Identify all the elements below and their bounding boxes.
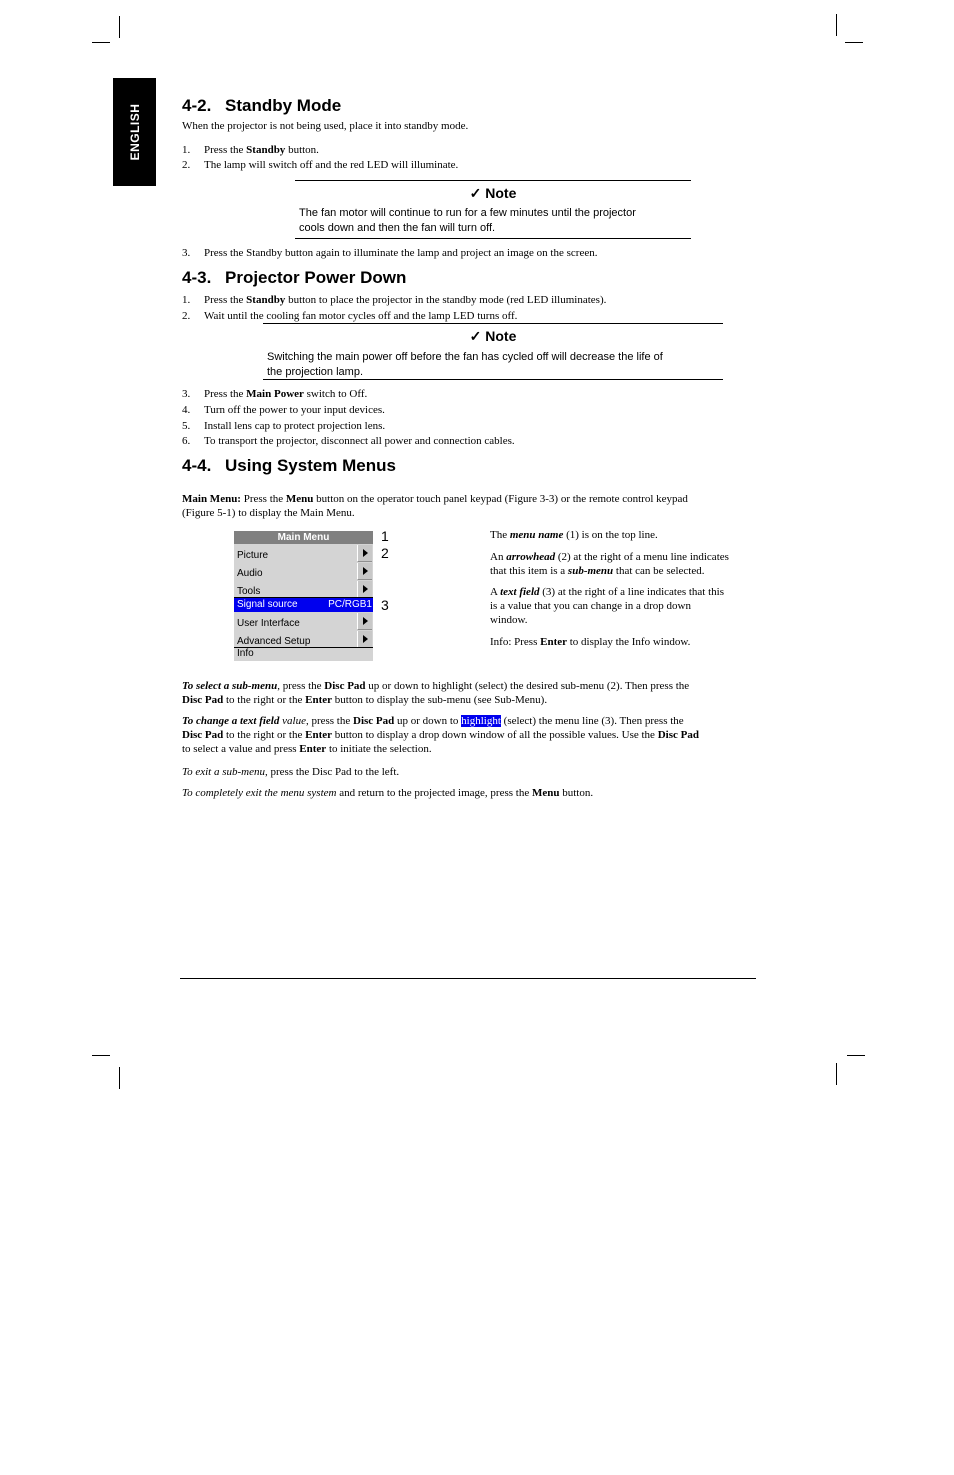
para-exit-submenu: To exit a sub-menu, press the Disc Pad to the left. bbox=[182, 766, 400, 778]
list-text: Press the Main Power switch to Off. bbox=[204, 388, 368, 400]
crop-mark bbox=[92, 1055, 110, 1056]
para-exit-menu-system: To completely exit the menu system and return to the projected image, press the Menu button. bbox=[182, 787, 594, 799]
note-text: Switching the main power off before the fan has cycled off will decrease the life of the projection lamp. bbox=[267, 351, 663, 378]
list-number: 3. bbox=[182, 388, 191, 400]
highlight-sample: highlight bbox=[461, 715, 501, 727]
note-text: The fan motor will continue to run for a few minutes until the projector cools down and then the fan will turn off. bbox=[299, 207, 636, 234]
list-text: Press the Standby button again to illuminate the lamp and project an image on the screen. bbox=[204, 247, 598, 259]
desc-arrowhead: An arrowhead (2) at the right of a menu line indicates that this item is a sub-menu that can be selected. bbox=[490, 551, 729, 577]
section-heading-4-3 bbox=[182, 268, 406, 288]
language-tab bbox=[113, 78, 156, 186]
list-number: 6. bbox=[182, 435, 191, 447]
note-title: ✓ Note bbox=[469, 328, 517, 344]
list-number: 2. bbox=[182, 310, 191, 322]
menu-item-label: Tools bbox=[237, 586, 261, 597]
desc-info: Info: Press Enter to display the Info window. bbox=[490, 636, 691, 648]
submenu-arrow-icon bbox=[357, 545, 372, 562]
para-change-text-field: To change a text field value, press the Disc Pad up or down to highlight (select) the menu line (3). Then press the Disc Pad to the right or the Enter button to display a drop down window of all the possible values. Use the Disc Pad to select a value and press Enter to initiate the selection. bbox=[182, 715, 699, 755]
menu-text-field[interactable]: PC/RGB1 bbox=[328, 599, 372, 610]
section-title: Standby Mode bbox=[225, 96, 342, 115]
crop-mark bbox=[845, 42, 863, 43]
desc-menu-name: The menu name (1) is on the top line. bbox=[490, 529, 658, 541]
list-text: The lamp will switch off and the red LED will illuminate. bbox=[204, 159, 459, 171]
section-heading-4-4 bbox=[182, 456, 396, 476]
submenu-arrow-icon bbox=[357, 581, 372, 598]
checkmark-icon: ✓ bbox=[469, 185, 482, 201]
section-number: 4-3. bbox=[182, 268, 212, 287]
menu-item-label: Picture bbox=[237, 550, 269, 561]
menu-item-audio[interactable] bbox=[234, 563, 373, 581]
language-tab-label: ENGLISH bbox=[127, 103, 142, 161]
menu-item-label: Signal source bbox=[237, 599, 298, 610]
callout-1: 1 bbox=[381, 528, 389, 544]
menu-item-picture[interactable] bbox=[234, 545, 373, 563]
list-number: 1. bbox=[182, 144, 191, 156]
main-menu-figure bbox=[234, 531, 373, 661]
callout-3: 3 bbox=[381, 597, 389, 613]
list-number: 3. bbox=[182, 247, 191, 259]
menu-title: Main Menu bbox=[234, 531, 373, 544]
desc-text-field: A text field (3) at the right of a line indicates that this is a value that you can change in a drop down window. bbox=[490, 586, 725, 626]
para-select-submenu: To select a sub-menu, press the Disc Pad up or down to highlight (select) the desired sub-menu (2). Then press the Disc Pad to the right or the Enter button to display the sub-menu (see Sub-Menu). bbox=[182, 680, 690, 706]
section-heading-4-2 bbox=[182, 96, 341, 116]
note-box bbox=[295, 180, 691, 239]
note-box bbox=[263, 323, 723, 380]
menu-item-label: Info bbox=[237, 648, 254, 659]
list-text: Press the Standby button. bbox=[204, 144, 319, 156]
footer-rule bbox=[180, 978, 756, 979]
submenu-arrow-icon bbox=[357, 613, 372, 630]
section-title: Projector Power Down bbox=[225, 268, 407, 287]
crop-mark bbox=[847, 1055, 865, 1056]
standby-intro: When the projector is not being used, place it into standby mode. bbox=[182, 120, 469, 132]
note-title: ✓ Note bbox=[469, 185, 517, 201]
list-number: 4. bbox=[182, 404, 191, 416]
main-menu-paragraph: Main Menu: Press the Menu button on the operator touch panel keypad (Figure 3-3) or the remote control keypad (Figure 5-1) to display the Main Menu. bbox=[182, 493, 688, 519]
section-number: 4-4. bbox=[182, 456, 212, 475]
crop-mark bbox=[836, 1063, 837, 1085]
list-text: To transport the projector, disconnect all power and connection cables. bbox=[204, 435, 515, 447]
menu-item-label: Advanced Setup bbox=[237, 636, 311, 647]
section-number: 4-2. bbox=[182, 96, 212, 115]
crop-mark bbox=[119, 16, 120, 38]
crop-mark bbox=[119, 1067, 120, 1089]
callout-2: 2 bbox=[381, 545, 389, 561]
list-text: Install lens cap to protect projection lens. bbox=[204, 420, 386, 432]
list-number: 1. bbox=[182, 294, 191, 306]
menu-item-label: Audio bbox=[237, 568, 263, 579]
checkmark-icon: ✓ bbox=[469, 328, 482, 344]
menu-item-user-interface[interactable] bbox=[234, 613, 373, 631]
submenu-arrow-icon bbox=[357, 563, 372, 580]
list-text: Turn off the power to your input devices. bbox=[204, 404, 385, 416]
list-number: 2. bbox=[182, 159, 191, 171]
section-title: Using System Menus bbox=[225, 456, 396, 475]
crop-mark bbox=[92, 42, 110, 43]
list-text: Press the Standby button to place the projector in the standby mode (red LED illuminates). bbox=[204, 294, 607, 306]
submenu-arrow-icon bbox=[357, 631, 372, 648]
menu-item-info[interactable] bbox=[234, 647, 373, 661]
list-text: Wait until the cooling fan motor cycles off and the lamp LED turns off. bbox=[204, 310, 518, 322]
menu-item-label: User Interface bbox=[237, 618, 300, 629]
menu-item-signal-source[interactable] bbox=[234, 598, 373, 612]
crop-mark bbox=[836, 14, 837, 36]
list-number: 5. bbox=[182, 420, 191, 432]
